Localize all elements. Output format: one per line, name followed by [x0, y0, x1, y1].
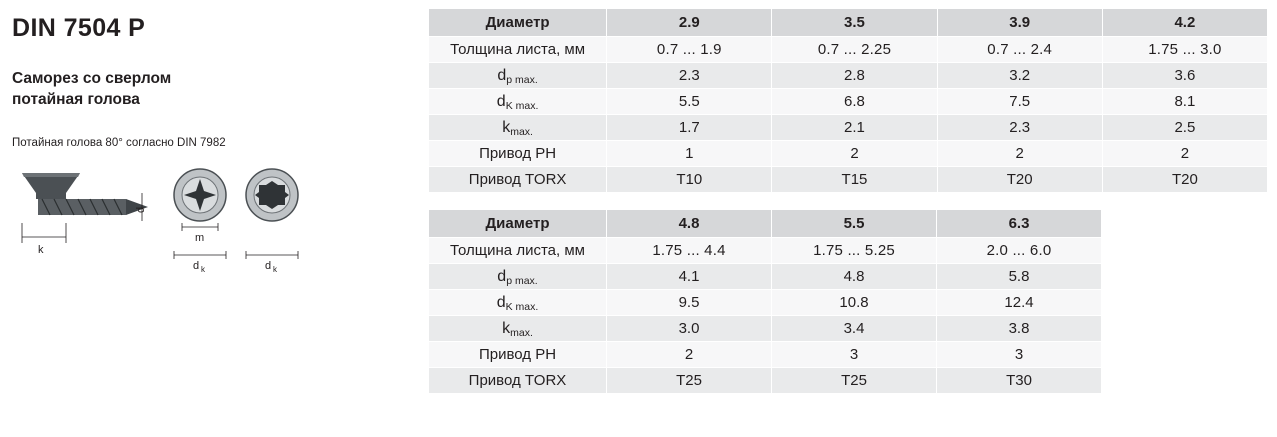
row-label-drive-ph: Привод PH: [429, 141, 607, 167]
cell-value: 2: [937, 141, 1102, 167]
cell-value: 3.0: [607, 316, 772, 342]
table-row: [429, 167, 1268, 193]
table-row: [429, 63, 1268, 89]
row-label-sub: max.: [510, 326, 533, 339]
cell-value: 7.5: [937, 89, 1102, 115]
dimension-dk-torx-sub: k: [273, 264, 277, 274]
row-label-sub: K max.: [505, 99, 539, 112]
header-diameter-3: 6.3: [937, 210, 1102, 238]
cell-value: 2.0 ... 6.0: [937, 238, 1102, 264]
table-row: [429, 368, 1269, 394]
cell-value: 2.3: [937, 115, 1102, 141]
cell-value: 3: [937, 342, 1102, 368]
header-diameter-2: 3.5: [772, 9, 937, 37]
cell-value: 9.5: [607, 290, 772, 316]
cell-value: 0.7 ... 1.9: [607, 37, 772, 63]
row-label-dk-max: [429, 89, 607, 115]
empty-cell: [1102, 264, 1269, 290]
row-label-sheet-thickness: Толщина листа, мм: [429, 37, 607, 63]
row-label-sub: K max.: [505, 300, 539, 313]
row-label-drive-ph: Привод PH: [429, 342, 607, 368]
empty-cell: [1102, 210, 1269, 238]
product-subtitle-line1: Саморез со сверлом: [12, 70, 172, 87]
dimension-m-label: m: [195, 231, 205, 244]
table-row: [429, 141, 1268, 167]
empty-cell: [1102, 316, 1269, 342]
cell-value: 10.8: [772, 290, 937, 316]
row-label-main: d: [497, 66, 507, 84]
cell-value: T25: [772, 368, 937, 394]
table-row: [429, 115, 1268, 141]
row-label-drive-torx: Привод TORX: [429, 368, 607, 394]
dimension-m: [182, 223, 218, 231]
torx-drive-view: [246, 169, 298, 221]
header-diameter-4: 4.2: [1102, 9, 1267, 37]
cell-value: 5.8: [937, 264, 1102, 290]
screw-side-view: [22, 173, 148, 215]
row-label-sheet-thickness: Толщина листа, мм: [429, 238, 607, 264]
cell-value: 1.75 ... 5.25: [772, 238, 937, 264]
table-row: [429, 264, 1269, 290]
row-label-dp-max: [429, 63, 607, 89]
row-label-drive-torx: Привод TORX: [429, 167, 607, 193]
cell-value: 3.2: [937, 63, 1102, 89]
standard-note: Потайная голова 80° согласно DIN 7982: [12, 136, 226, 149]
header-label: Диаметр: [429, 9, 607, 37]
cell-value: 2: [772, 141, 937, 167]
dimension-dk-ph: [174, 251, 226, 259]
row-label-main: k: [502, 118, 511, 136]
cell-value: 3.8: [937, 316, 1102, 342]
cell-value: 5.5: [607, 89, 772, 115]
header-label: Диаметр: [429, 210, 607, 238]
cell-value: T10: [607, 167, 772, 193]
dimension-dk-ph-sub: k: [201, 264, 205, 274]
screw-drawing: [14, 163, 420, 288]
cell-value: 0.7 ... 2.25: [772, 37, 937, 63]
product-subtitle-line2: потайная голова: [12, 90, 140, 108]
empty-cell: [1102, 342, 1269, 368]
screw-drawing-svg: [14, 163, 314, 283]
product-subtitle: [12, 69, 420, 111]
cell-value: 4.1: [607, 264, 772, 290]
page-title: DIN 7504 P: [12, 14, 146, 42]
cell-value: 1.75 ... 4.4: [607, 238, 772, 264]
header-diameter-3: 3.9: [937, 9, 1102, 37]
cell-value: 2.8: [772, 63, 937, 89]
cell-value: 3.4: [772, 316, 937, 342]
cell-value: T20: [1102, 167, 1267, 193]
empty-cell: [1102, 290, 1269, 316]
row-label-main: d: [497, 267, 507, 285]
header-diameter-1: 2.9: [607, 9, 772, 37]
row-label-sub: max.: [510, 125, 533, 138]
cell-value: 2.5: [1102, 115, 1267, 141]
row-label-k-max: [429, 115, 607, 141]
cell-value: 2: [1102, 141, 1267, 167]
cell-value: T15: [772, 167, 937, 193]
cell-value: 8.1: [1102, 89, 1267, 115]
row-label-main: d: [496, 293, 506, 311]
spec-tables: [428, 8, 1268, 394]
dimension-dk-ph-label: d: [193, 259, 200, 272]
row-label-dp-max: [429, 264, 607, 290]
cell-value: 4.8: [772, 264, 937, 290]
ph-drive-view: [174, 169, 226, 221]
table-row: [429, 37, 1268, 63]
cell-value: T20: [937, 167, 1102, 193]
cell-value: 2.1: [772, 115, 937, 141]
empty-cell: [1102, 238, 1269, 264]
empty-cell: [1102, 368, 1269, 394]
spec-table-2: [428, 209, 1269, 394]
table-header-row: [429, 210, 1269, 238]
dimension-dk-torx: [246, 251, 298, 259]
row-label-main: k: [502, 319, 511, 337]
table-row: [429, 316, 1269, 342]
table-header-row: [429, 9, 1268, 37]
cell-value: T25: [607, 368, 772, 394]
row-label-k-max: [429, 316, 607, 342]
cell-value: 1.75 ... 3.0: [1102, 37, 1267, 63]
header-diameter-2: 5.5: [772, 210, 937, 238]
dimension-k-label: k: [38, 243, 44, 256]
spec-table-1: [428, 8, 1268, 193]
table-row: [429, 238, 1269, 264]
table-row: [429, 89, 1268, 115]
cell-value: 0.7 ... 2.4: [937, 37, 1102, 63]
header-diameter-1: 4.8: [607, 210, 772, 238]
cell-value: 2.3: [607, 63, 772, 89]
cell-value: 12.4: [937, 290, 1102, 316]
product-info-panel: [0, 0, 420, 437]
table-row: [429, 290, 1269, 316]
cell-value: 1: [607, 141, 772, 167]
cell-value: 6.8: [772, 89, 937, 115]
dimension-dp-label: d: [135, 206, 147, 213]
table-row: [429, 342, 1269, 368]
row-label-dk-max: [429, 290, 607, 316]
cell-value: 1.7: [607, 115, 772, 141]
cell-value: 3.6: [1102, 63, 1267, 89]
row-label-main: d: [496, 92, 506, 110]
dimension-dk-torx-label: d: [265, 259, 272, 272]
cell-value: 2: [607, 342, 772, 368]
row-label-sub: p max.: [506, 73, 538, 86]
row-label-sub: p max.: [506, 274, 538, 287]
cell-value: T30: [937, 368, 1102, 394]
dimension-k: [22, 223, 66, 243]
cell-value: 3: [772, 342, 937, 368]
